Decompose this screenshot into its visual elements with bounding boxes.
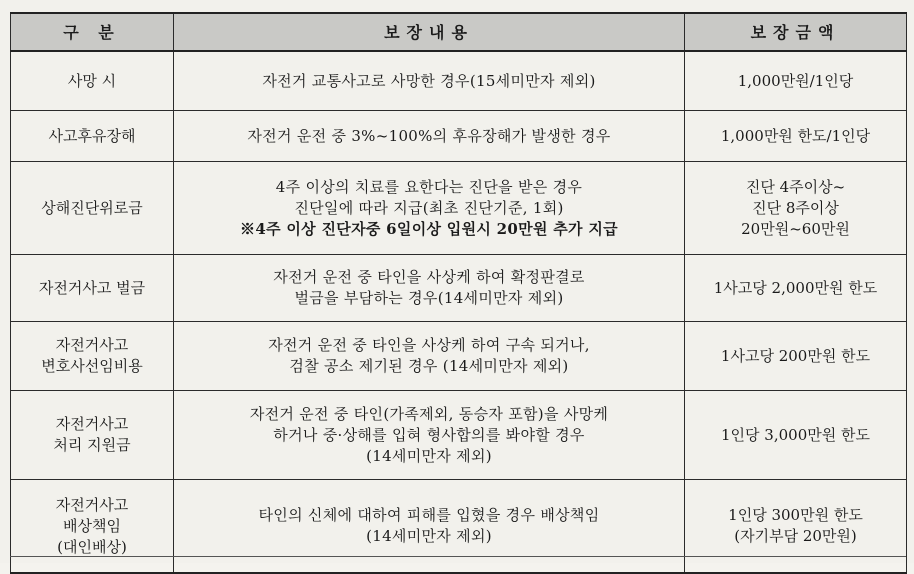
row-category bbox=[11, 162, 174, 255]
cell-line: 1,000만원 한도/1인당 bbox=[720, 126, 871, 145]
row-category bbox=[11, 255, 174, 322]
cell-line: 진단일에 따라 지급(최초 진단기준, 1회) bbox=[294, 198, 564, 217]
cell-line: 자전거사고 bbox=[55, 415, 129, 433]
cell-line: (14세미만자 제외) bbox=[366, 527, 492, 545]
row-amount bbox=[685, 255, 907, 322]
cell-line: 사망 시 bbox=[67, 71, 117, 90]
cell-line: 1인당 3,000만원 한도 bbox=[721, 425, 870, 444]
row-category bbox=[11, 322, 174, 391]
cell-line: 처리 지원금 bbox=[53, 436, 131, 454]
row-amount bbox=[685, 162, 907, 255]
cell-line: 사고후유장해 bbox=[48, 126, 136, 145]
row-amount bbox=[685, 391, 907, 480]
cell-line: 자전거 운전 중 타인을 사상케 하여 구속 되거나, bbox=[268, 336, 590, 354]
row-amount bbox=[685, 480, 907, 574]
cell-line: 타인의 신체에 대하여 피해를 입혔을 경우 배상책임 bbox=[258, 506, 600, 524]
row-category bbox=[11, 391, 174, 480]
cell-line: 검찰 공소 제기된 경우 (14세미만자 제외) bbox=[289, 357, 569, 375]
bottom-divider bbox=[10, 556, 906, 557]
cell-line: 1인당 300만원 한도 bbox=[728, 506, 863, 524]
cell-line: (대인배상) bbox=[57, 537, 127, 556]
cell-line: 1사고당 200만원 한도 bbox=[720, 346, 871, 365]
cell-line: 1사고당 2,000만원 한도 bbox=[713, 278, 878, 297]
cell-line: 진단 8주이상 bbox=[752, 198, 839, 217]
cell-line: 하거나 중·상해를 입혀 형사합의를 봐야할 경우 bbox=[273, 425, 585, 444]
table-header-row bbox=[11, 13, 907, 51]
cell-line: 변호사선임비용 bbox=[41, 357, 143, 375]
row-category bbox=[11, 111, 174, 162]
cell-line: 자전거 운전 중 타인(가족제외, 동승자 포함)을 사망케 bbox=[249, 404, 609, 423]
cell-line: 자전거사고 bbox=[55, 495, 129, 514]
header-content: 보장내용 bbox=[174, 13, 685, 51]
row-content bbox=[174, 162, 685, 255]
cell-line: 20만원~60만원 bbox=[741, 219, 850, 238]
cell-line: 4주 이상의 치료를 요한다는 진단을 받은 경우 bbox=[275, 177, 583, 196]
cell-line: 자전거사고 벌금 bbox=[38, 278, 146, 297]
table-row bbox=[11, 255, 907, 322]
cell-line: 자전거 운전 중 3%~100%의 후유장해가 발생한 경우 bbox=[247, 126, 611, 145]
cell-line: 자전거 교통사고로 사망한 경우(15세미만자 제외) bbox=[262, 71, 596, 90]
table-row bbox=[11, 391, 907, 480]
row-category bbox=[11, 51, 174, 111]
row-content bbox=[174, 480, 685, 574]
cell-line: (자기부담 20만원) bbox=[734, 527, 857, 545]
header-category: 구 분 bbox=[11, 13, 174, 51]
row-amount bbox=[685, 322, 907, 391]
row-content bbox=[174, 111, 685, 162]
cell-line: 배상책임 bbox=[63, 516, 121, 535]
row-content bbox=[174, 322, 685, 391]
cell-line: 자전거 운전 중 타인을 사상케 하여 확정판결로 bbox=[273, 268, 585, 286]
cell-line: 자전거사고 bbox=[55, 336, 129, 354]
cell-line: 상해진단위로금 bbox=[41, 198, 143, 217]
header-amount: 보장금액 bbox=[685, 13, 907, 51]
table-row bbox=[11, 162, 907, 255]
row-content bbox=[174, 255, 685, 322]
row-amount bbox=[685, 111, 907, 162]
row-content bbox=[174, 51, 685, 111]
row-amount bbox=[685, 51, 907, 111]
table-row bbox=[11, 111, 907, 162]
additional-payment-note: ※4주 이상 진단자중 6일이상 입원시 20만원 추가 지급 bbox=[240, 219, 618, 238]
table-row bbox=[11, 322, 907, 391]
table-row bbox=[11, 480, 907, 574]
cell-line: (14세미만자 제외) bbox=[366, 446, 492, 465]
row-category bbox=[11, 480, 174, 574]
row-content bbox=[174, 391, 685, 480]
cell-line: 1,000만원/1인당 bbox=[737, 71, 854, 90]
cell-line: 진단 4주이상~ bbox=[745, 177, 846, 196]
table-row bbox=[11, 51, 907, 111]
coverage-table bbox=[10, 12, 907, 574]
cell-line: 벌금을 부담하는 경우(14세미만자 제외) bbox=[294, 289, 564, 307]
